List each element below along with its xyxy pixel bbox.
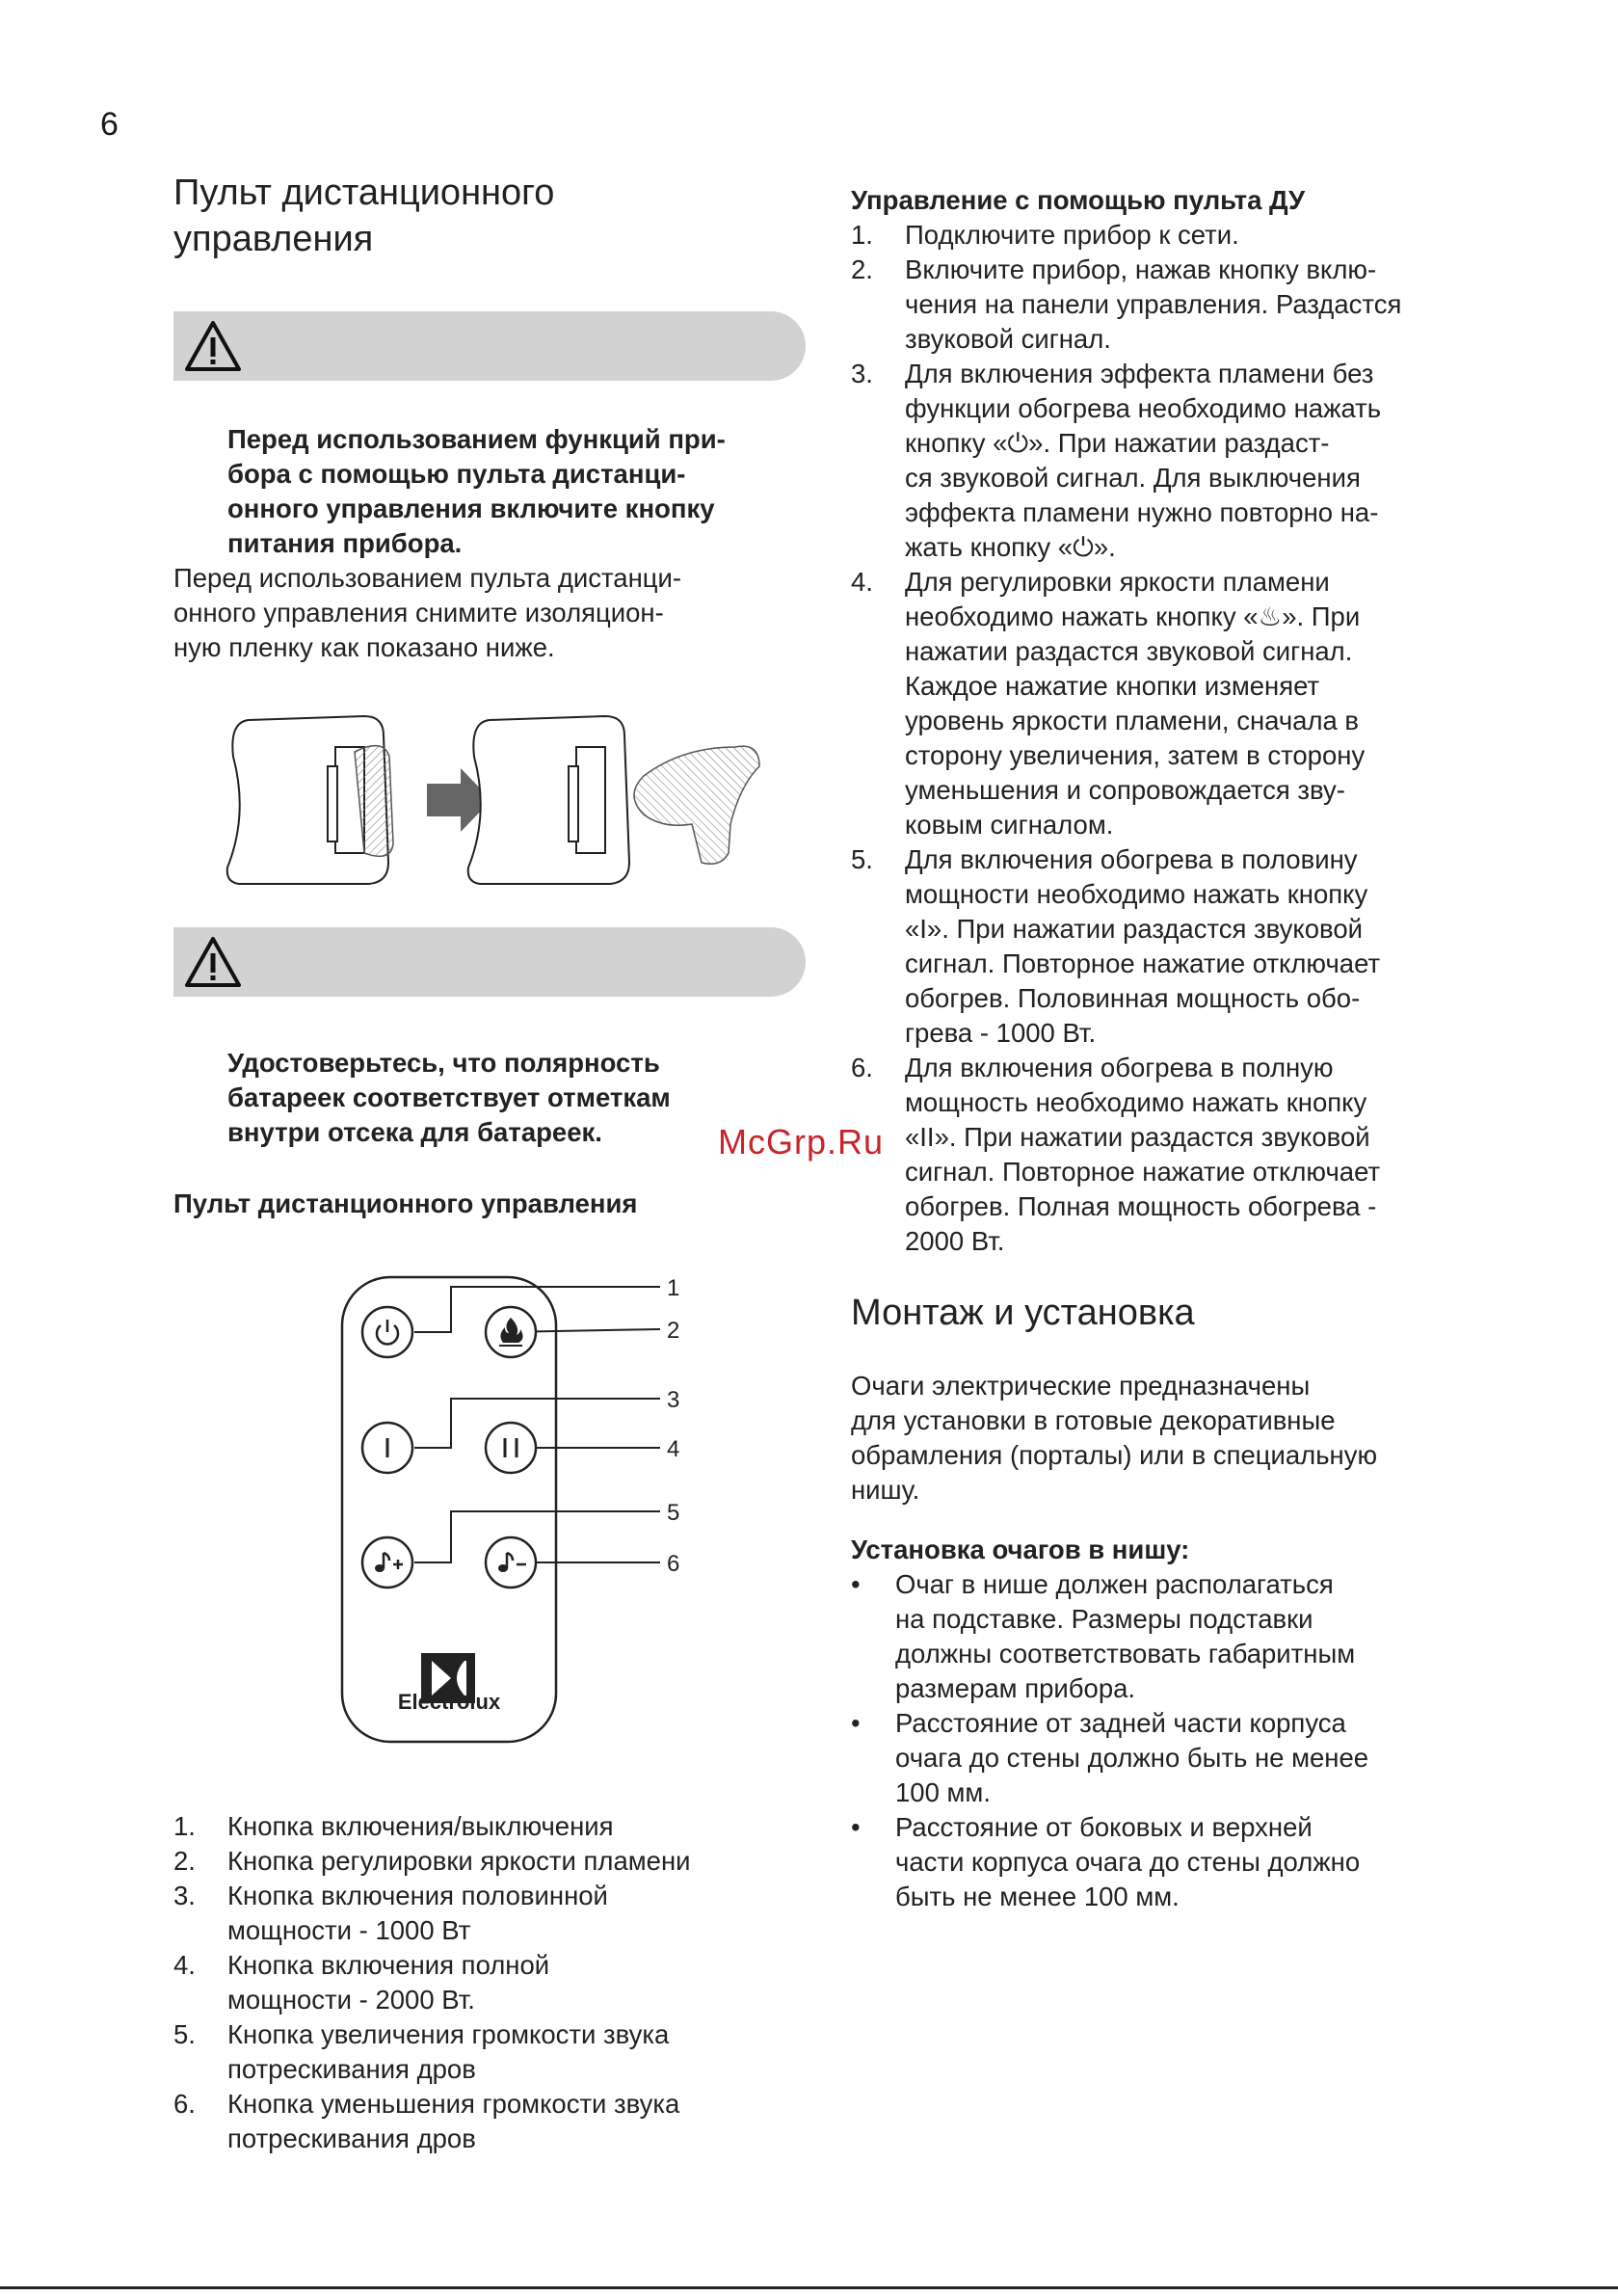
watermark: McGrp.Ru	[718, 1122, 885, 1161]
legend-item: 1. Кнопка включения/выключения	[173, 1811, 614, 1841]
callout-2: 2	[667, 1318, 680, 1344]
power-button[interactable]	[362, 1307, 412, 1357]
step-item: 4. Для регулировки яркости пламени необходимо нажать кнопку «♨». При нажатии раздастся звуковой сигнал. Каждое нажатие кнопки изменяет уровень яркости пламени, сначала в сторону увеличения, затем в сторону уменьшения и сопровождается зву- ковым сигналом.	[851, 567, 1366, 840]
legend-item: 5. Кнопка увеличения громкости звука потрескивания дров	[173, 2019, 670, 2084]
bullet-item: • Расстояние от боковых и верхней части корпуса очага до стены должно быть не менее 100 мм.	[851, 1812, 1361, 1911]
callout-3: 3	[667, 1387, 680, 1413]
niche-bullets	[851, 1567, 1506, 1914]
flame-button[interactable]	[486, 1307, 536, 1357]
full-power-button[interactable]	[486, 1423, 536, 1473]
volume-down-button[interactable]	[486, 1537, 536, 1588]
remote-legend	[173, 1809, 790, 2156]
legend-item: 4. Кнопка включения полной мощности - 2000 Вт.	[173, 1950, 550, 2015]
step-item: 2. Включите прибор, нажав кнопку вклю- чения на панели управления. Раздастся звуковой сигнал.	[851, 254, 1402, 354]
legend-item: 2. Кнопка регулировки яркости пламени	[173, 1846, 691, 1876]
install-paragraph: Очаги электрические предназначены для установки в готовые декоративные обрамления (порталы) или в специальную нишу.	[851, 1371, 1378, 1505]
control-steps	[851, 218, 1506, 1259]
volume-up-button[interactable]	[362, 1537, 412, 1588]
callout-4: 4	[667, 1436, 680, 1462]
step-item: 3. Для включения эффекта пламени без функции обогрева необходимо нажать кнопку «⏻». При нажатии раздаст- ся звуковой сигнал. Для выключения эффекта пламени нужно повторно на- жать кнопку «⏻».	[851, 359, 1382, 562]
callout-6: 6	[667, 1551, 680, 1577]
film-removal-illustration	[220, 708, 769, 892]
install-title: Монтаж и установка	[851, 1293, 1195, 1333]
warning-bar-2	[173, 927, 806, 997]
bullet-item: • Расстояние от задней части корпуса очага до стены должно быть не менее 100 мм.	[851, 1708, 1369, 1807]
bullet-icon: •	[851, 1812, 861, 1842]
bullet-item: • Очаг в нише должен располагаться на подставке. Размеры подставки должны соответствовать габаритным размерам прибора.	[851, 1569, 1356, 1703]
film-paragraph: Перед использованием пульта дистанци- онного управления снимите изоляцион- ную пленку как показано ниже.	[173, 563, 682, 662]
warning-bar-1	[173, 311, 806, 381]
legend-item: 6. Кнопка уменьшения громкости звука потрескивания дров	[173, 2089, 680, 2153]
warning-icon	[183, 319, 243, 373]
remote-heading: Пульт дистанционного управления	[173, 1188, 638, 1218]
section-title: Пульт дистанционного управления	[173, 173, 555, 259]
control-heading: Управление с помощью пульта ДУ	[851, 185, 1306, 215]
callout-5: 5	[667, 1500, 680, 1526]
page-number: 6	[100, 106, 119, 143]
warning-icon	[183, 935, 243, 989]
warning-text-1: Перед использованием функций при- бора с помощью пульта дистанци- онного управления включите кнопку питания прибора.	[227, 424, 726, 558]
step-item: 1. Подключите прибор к сети.	[851, 220, 1239, 250]
step-item: 6. Для включения обогрева в полную мощность необходимо нажать кнопку «II». При нажатии раздастся звуковой сигнал. Повторное нажатие отключает обогрев. Полная мощность обогрева - 2000 Вт.	[851, 1053, 1381, 1256]
niche-heading: Установка очагов в нишу:	[851, 1535, 1190, 1564]
brand-label: Electrolux	[397, 1690, 501, 1714]
legend-item: 3. Кнопка включения половинной мощности - 1000 Вт	[173, 1881, 608, 1945]
bullet-icon: •	[851, 1569, 861, 1599]
half-power-button[interactable]	[362, 1423, 412, 1473]
step-item: 5. Для включения обогрева в половину мощности необходимо нажать кнопку «I». При нажатии раздастся звуковой сигнал. Повторное нажатие отключает обогрев. Половинная мощность обо- грева - 1000 Вт.	[851, 844, 1381, 1048]
bottom-rule	[0, 2286, 1618, 2289]
remote-control-diagram	[328, 1258, 694, 1749]
warning-text-2: Удостоверьтесь, что полярность батареек соответствует отметкам внутри отсека для батареек.	[227, 1048, 671, 1147]
callout-1: 1	[667, 1275, 680, 1301]
bullet-icon: •	[851, 1708, 861, 1738]
